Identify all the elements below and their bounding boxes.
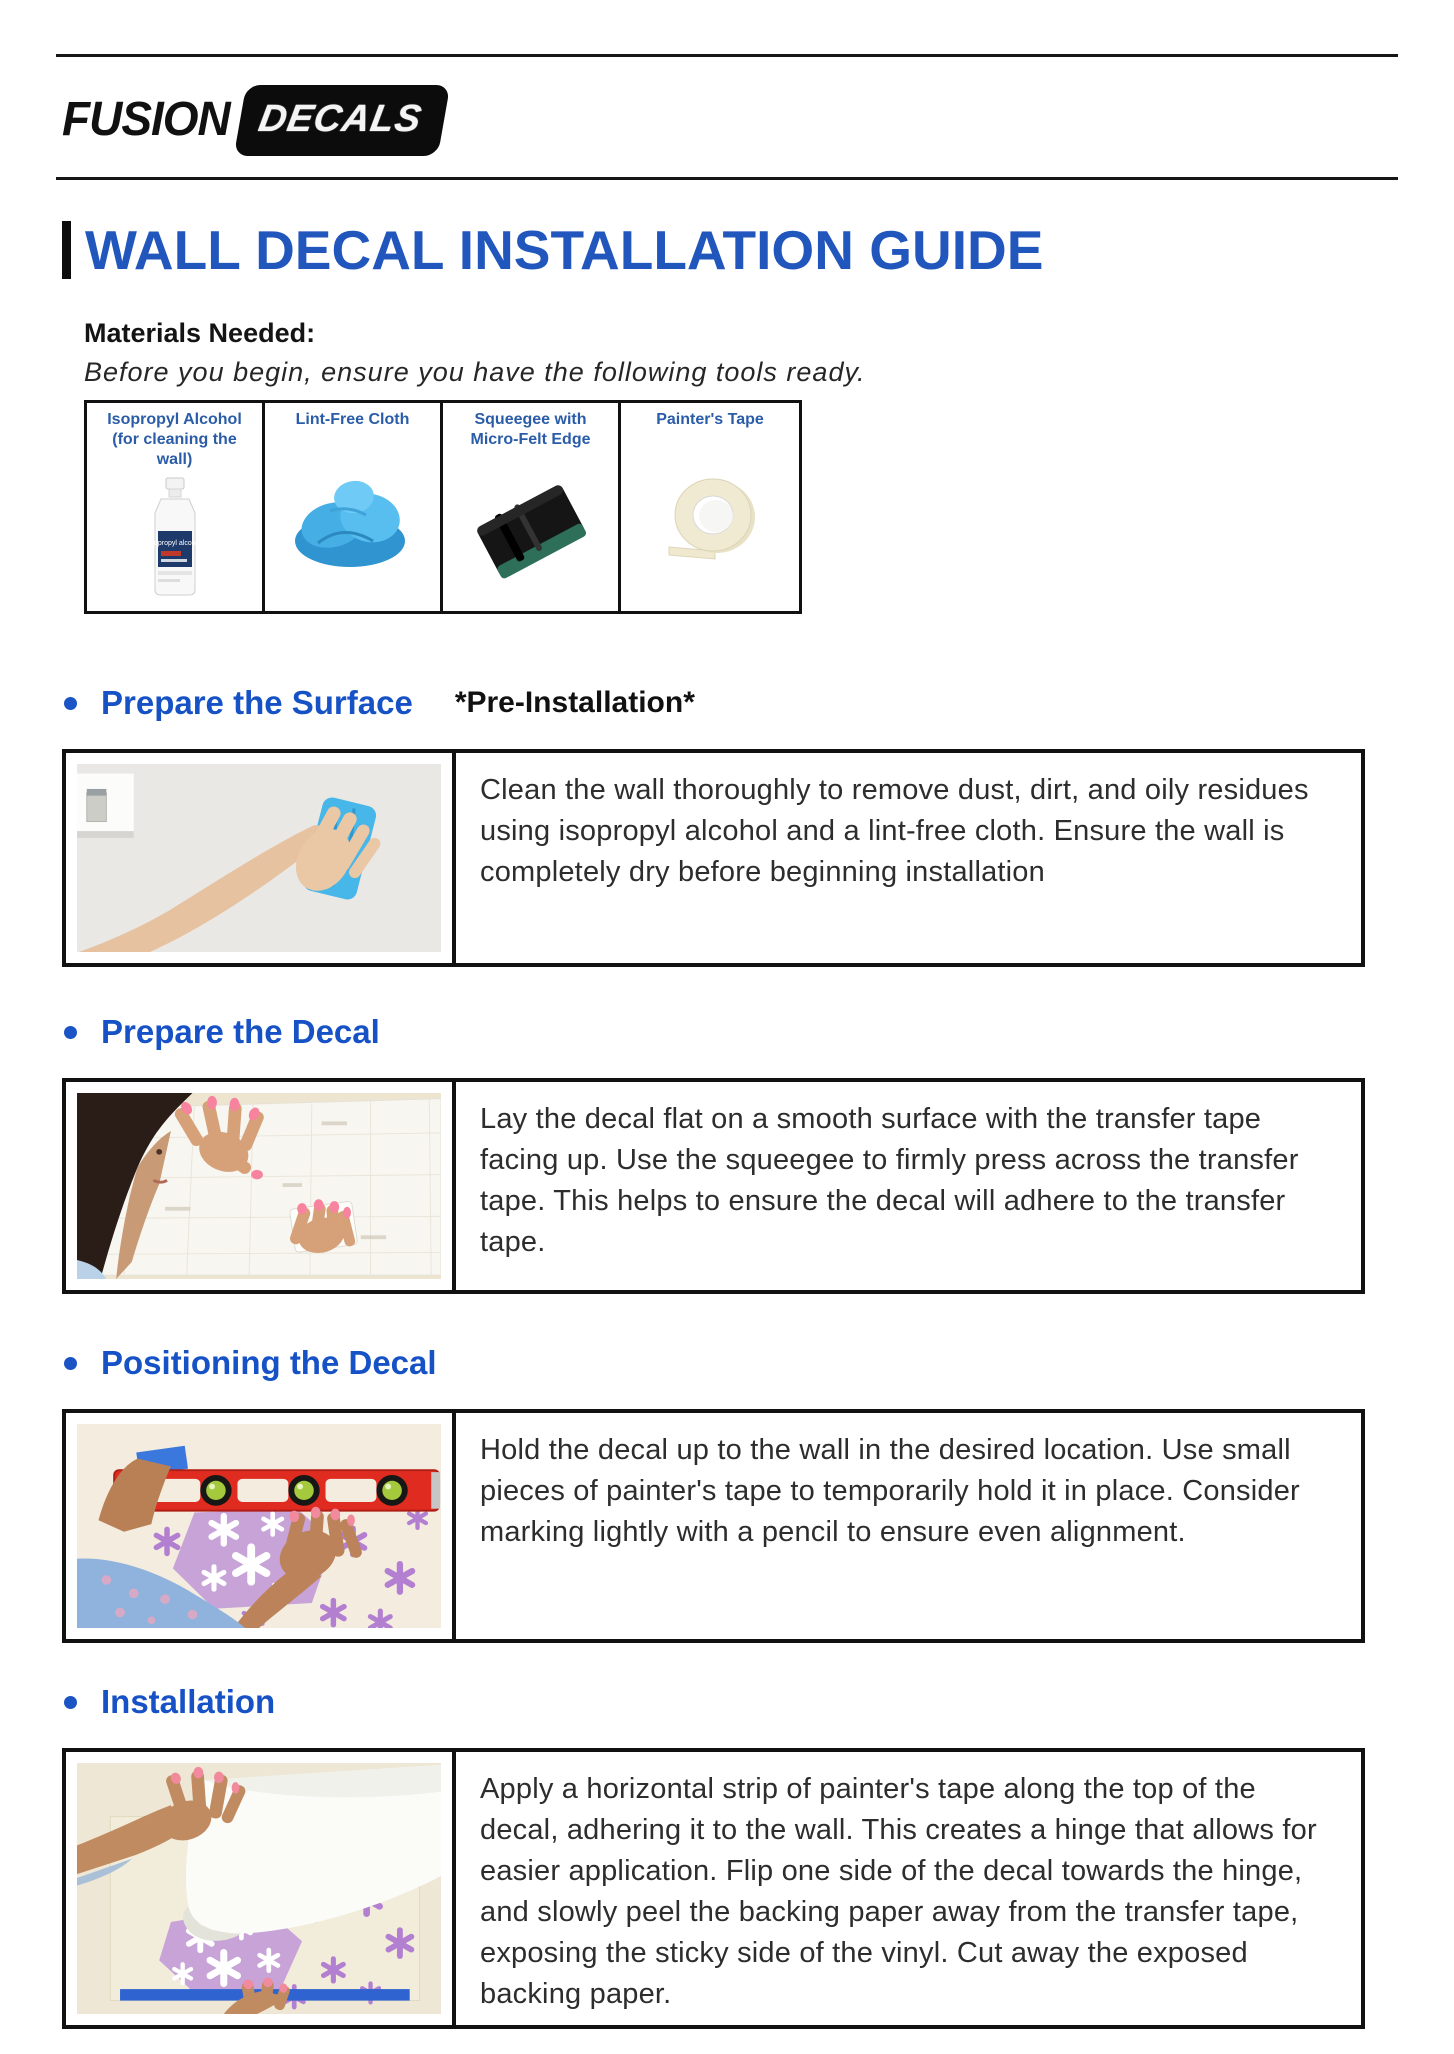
alcohol-bottle-image xyxy=(93,470,256,605)
step-box-prepare-surface xyxy=(62,749,1365,967)
material-label: Squeegee with Micro-Felt Edge xyxy=(470,411,591,448)
material-cell-squeegee xyxy=(443,403,621,611)
pre-installation-note: *Pre-Installation* xyxy=(454,686,695,719)
section-title: Installation xyxy=(101,1683,276,1720)
material-label: Painter's Tape xyxy=(656,411,764,428)
bottle-label-text: isopropyl alcohol xyxy=(148,540,201,547)
page-title: WALL DECAL INSTALLATION GUIDE xyxy=(85,219,1044,281)
section-heading-installation xyxy=(64,1683,1454,1721)
brand-name-decals: DECALS xyxy=(255,98,425,140)
material-cell-cloth xyxy=(265,403,443,611)
title-accent-bar xyxy=(62,221,71,279)
step-body-text: Clean the wall thoroughly to remove dust, dirt, and oily residues using isopropyl alcohol and a lint-free cloth. Ensure the wall is completely dry before beginning installation xyxy=(480,774,1309,888)
step-body-text: Hold the decal up to the wall in the desired location. Use small pieces of painter's tape to temporarily hold it in place. Consider marking lightly with a pencil to ensure even alignment. xyxy=(480,1434,1300,1548)
cleaning-wall-photo xyxy=(66,753,456,963)
squeegee-image xyxy=(449,450,612,605)
material-cell-tape xyxy=(621,403,799,611)
brand-badge xyxy=(240,73,444,156)
brand-name-fusion: FUSION xyxy=(62,90,230,146)
section-heading-positioning xyxy=(64,1344,1454,1382)
brand-logo xyxy=(62,73,1454,177)
step-box-prepare-decal xyxy=(62,1078,1365,1294)
bullet-icon xyxy=(64,697,77,710)
material-label: Isopropyl Alcohol (for cleaning the wall) xyxy=(107,411,242,468)
step-box-installation xyxy=(62,1748,1365,2029)
squeegee-decal-photo xyxy=(66,1082,456,1290)
bullet-icon xyxy=(64,1357,77,1370)
blue-cloth-image xyxy=(271,430,434,605)
brand-badge-plate xyxy=(234,85,451,156)
section-title: Prepare the Decal xyxy=(101,1013,380,1050)
materials-table xyxy=(84,400,802,614)
section-heading-prepare-decal xyxy=(64,1013,1454,1051)
bullet-icon xyxy=(64,1696,77,1709)
bullet-icon xyxy=(64,1026,77,1039)
top-rule xyxy=(56,54,1398,57)
step-body-text: Apply a horizontal strip of painter's tape along the top of the decal, adhering it to the wall. This creates a hinge that allows for easier application. Flip one side of the decal towards the hinge, and slowly peel the backing paper away from the transfer tape, exposing the sticky side of the vinyl. Cut away the exposed backing paper. xyxy=(480,1773,1317,2010)
material-cell-alcohol xyxy=(87,403,265,611)
step-body-text: Lay the decal flat on a smooth surface with the transfer tape facing up. Use the squeegee to firmly press across the transfer tape. This helps to ensure the decal will adhere to the transfer tape. xyxy=(480,1103,1299,1258)
section-title: Positioning the Decal xyxy=(101,1344,437,1381)
section-heading-prepare-surface xyxy=(64,684,1454,722)
materials-heading: Materials Needed: xyxy=(84,318,316,348)
material-label: Lint-Free Cloth xyxy=(295,411,410,428)
peel-backing-photo xyxy=(66,1752,456,2025)
step-box-positioning xyxy=(62,1409,1365,1643)
header-rule xyxy=(56,177,1398,180)
title-block xyxy=(62,218,1454,282)
tape-roll-image xyxy=(627,430,793,605)
section-title: Prepare the Surface xyxy=(101,684,413,721)
level-positioning-photo xyxy=(66,1413,456,1639)
materials-subheading: Before you begin, ensure you have the following tools ready. xyxy=(84,357,866,387)
